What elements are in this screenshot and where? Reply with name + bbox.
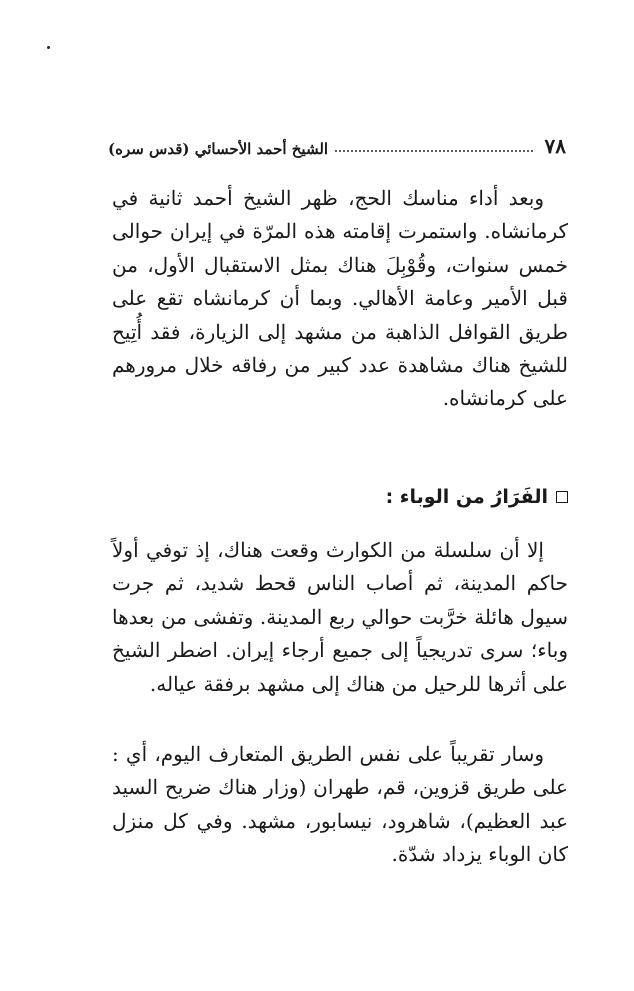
paragraph-2-text: إلا أن سلسلة من الكوارث وقعت هناك، إذ توفي أولاً حاكم المدينة، ثم أصاب الناس قحط شديد، ثم جرت سيول هائلة خرَّبت حوالي ربع المدينة. وتفشى من بعدها وباء؛ سرى تدريجياً إلى جميع أرجاء إيران. اضطر الشيخ على أثرها للرحيل من هناك إلى مشهد برفقة عياله. xyxy=(112,538,568,696)
paragraph-3 xyxy=(112,738,568,872)
section-heading xyxy=(120,486,568,508)
running-title: الشيخ أحمد الأحسائي (قدس سره) xyxy=(108,140,329,158)
running-header xyxy=(108,134,566,158)
page-number: ٧٨ xyxy=(544,134,566,158)
header-dotted-leader xyxy=(334,150,532,152)
paragraph-3-text: وسار تقريباً على نفس الطريق المتعارف اليوم، أي : على طريق قزوين، قم، طهران (وزار هناك ضريح السيد عبد العظيم)، شاهرود، نيسابور، مشهد. وفي كل منزل كان الوباء يزداد شدّة. xyxy=(112,742,568,867)
scan-speck xyxy=(47,46,50,49)
section-heading-text: الفَرَارُ من الوباء : xyxy=(385,486,548,508)
paragraph-1 xyxy=(112,182,568,416)
square-bullet-icon xyxy=(556,491,568,503)
paragraph-2 xyxy=(112,534,568,701)
paragraph-1-text: وبعد أداء مناسك الحج، ظهر الشيخ أحمد ثانية في كرمانشاه. واستمرت إقامته هذه المرّة في إيران حوالى خمس سنوات، وقُوْبِلَ هناك بمثل الاستقبال الأول، من قبل الأمير وعامة الأهالي. وبما أن كرمانشاه تقع على طريق القوافل الذاهبة من مشهد إلى الزيارة، فقد أُتِيح للشيخ هناك مشاهدة عدد كبير من رفاقه خلال مرورهم على كرمانشاه. xyxy=(112,186,568,411)
